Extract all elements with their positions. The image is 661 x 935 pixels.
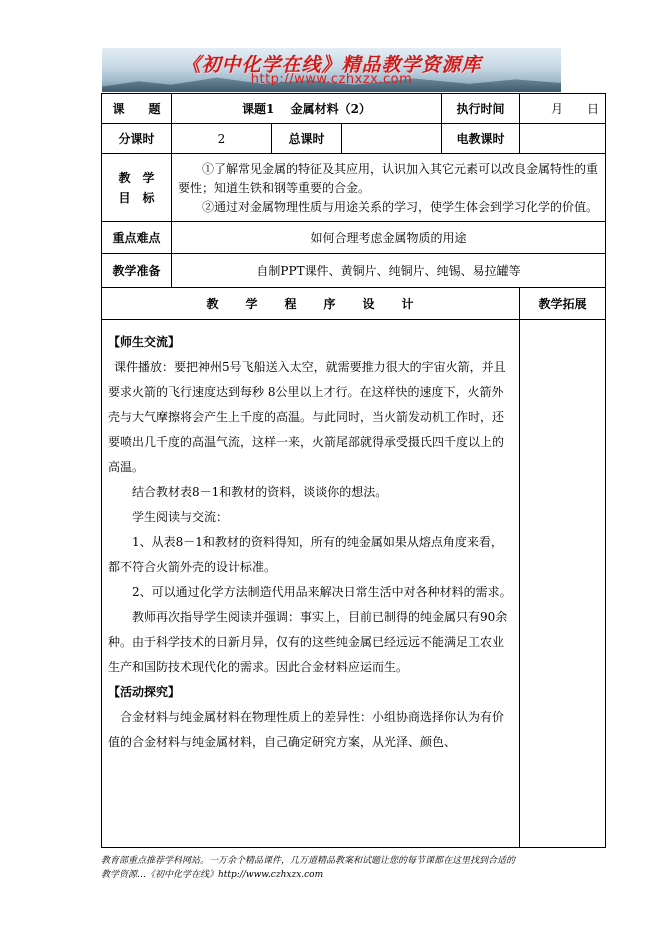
row-key-points: [102, 222, 606, 254]
topic-value: 课题1 金属材料（2）: [172, 94, 442, 124]
footer-line-1: 教育部重点推荐学科网站。一万余个精品课件，几万道精品教案和试题让您的每节课都在这里找到合适的: [101, 856, 516, 866]
banner-url: http://www.czhxzx.com: [250, 72, 413, 87]
exec-time-value: 月 日: [520, 94, 606, 124]
paragraph-student-reading: 学生阅读与交流：: [132, 510, 229, 524]
paragraph-point-2: 2、可以通过化学方法制造代用品来解决日常生活中对各种材料的需求。: [132, 585, 512, 599]
section-title-activity: 【活动探究】: [108, 685, 181, 699]
goals-label-line2: 目 标: [118, 190, 155, 205]
banner-title: 《初中化学在线》精品教学资源库: [181, 54, 482, 76]
topic-label: 课 题: [102, 94, 172, 124]
program-content: [102, 320, 520, 848]
section-title-exchange: 【师生交流】: [108, 335, 181, 349]
goals-content: [172, 154, 606, 222]
elesson-label: 电教课时: [442, 124, 520, 154]
prep-label: 教学准备: [102, 254, 172, 288]
elesson-value: [520, 124, 606, 154]
footer-line-2: 教学资源…《初中化学在线》http://www.czhxzx.com: [101, 870, 324, 880]
design-header: 教 学 程 序 设 计: [102, 288, 520, 320]
goals-label-line1: 教 学: [118, 170, 155, 185]
goals-label: [102, 154, 172, 222]
site-banner: [102, 48, 561, 92]
row-program-header: [102, 288, 606, 320]
row-goals: [102, 154, 606, 222]
row-period: [102, 124, 606, 154]
page-footer: [101, 854, 605, 882]
paragraph-discuss: 结合教材表8－1和教材的资料，谈谈你的想法。: [132, 485, 388, 499]
row-preparation: [102, 254, 606, 288]
paragraph-courseware: 课件播放：要把神州5号飞船送入太空，就需要推力很大的宇宙火箭，并且要求火箭的飞行速度达到每秒 8公里以上才行。在这样快的速度下，火箭外壳与大气摩擦将会产生上千度的高温。与此同时，当火箭发动机工作时，还要喷出几千度的高温气流，这样一来，火箭尾部就得承受摄氏四千度以上的高温。: [108, 360, 506, 474]
total-value: [342, 124, 442, 154]
key-value: 如何合理考虑金属物质的用途: [172, 222, 606, 254]
paragraph-activity: 合金材料与纯金属材料在物理性质上的差异性：小组协商选择你认为有价值的合金材料与纯金属材料，自己确定研究方案，从光泽、颜色、: [108, 710, 505, 749]
lesson-plan-table: [101, 93, 606, 848]
period-value: 2: [172, 124, 272, 154]
prep-value: 自制PPT课件、黄铜片、纯铜片、纯锡、易拉罐等: [172, 254, 606, 288]
key-label: 重点难点: [102, 222, 172, 254]
row-program-content: [102, 320, 606, 848]
row-topic: [102, 94, 606, 124]
extension-header: 教学拓展: [520, 288, 606, 320]
goal-item-1: ①了解常见金属的特征及其应用，认识加入其它元素可以改良金属特性的重要性；知道生铁和钢等重要的合金。: [178, 162, 599, 195]
goal-item-2: ②通过对金属物理性质与用途关系的学习，使学生体会到学习化学的价值。: [202, 200, 599, 214]
period-label: 分课时: [102, 124, 172, 154]
paragraph-point-1: 1、从表8－1和教材的资料得知，所有的纯金属如果从熔点角度来看，都不符合火箭外壳的设计标准。: [108, 535, 503, 574]
total-label: 总课时: [272, 124, 342, 154]
exec-time-label: 执行时间: [442, 94, 520, 124]
paragraph-teacher-guidance: 教师再次指导学生阅读并强调：事实上，目前已制得的纯金属只有90余种。由于科学技术的日新月异，仅有的这些纯金属已经远远不能满足工农业生产和国防技术现代化的需求。因此合金材料应运而生。: [108, 610, 508, 674]
extension-content: [520, 320, 606, 848]
